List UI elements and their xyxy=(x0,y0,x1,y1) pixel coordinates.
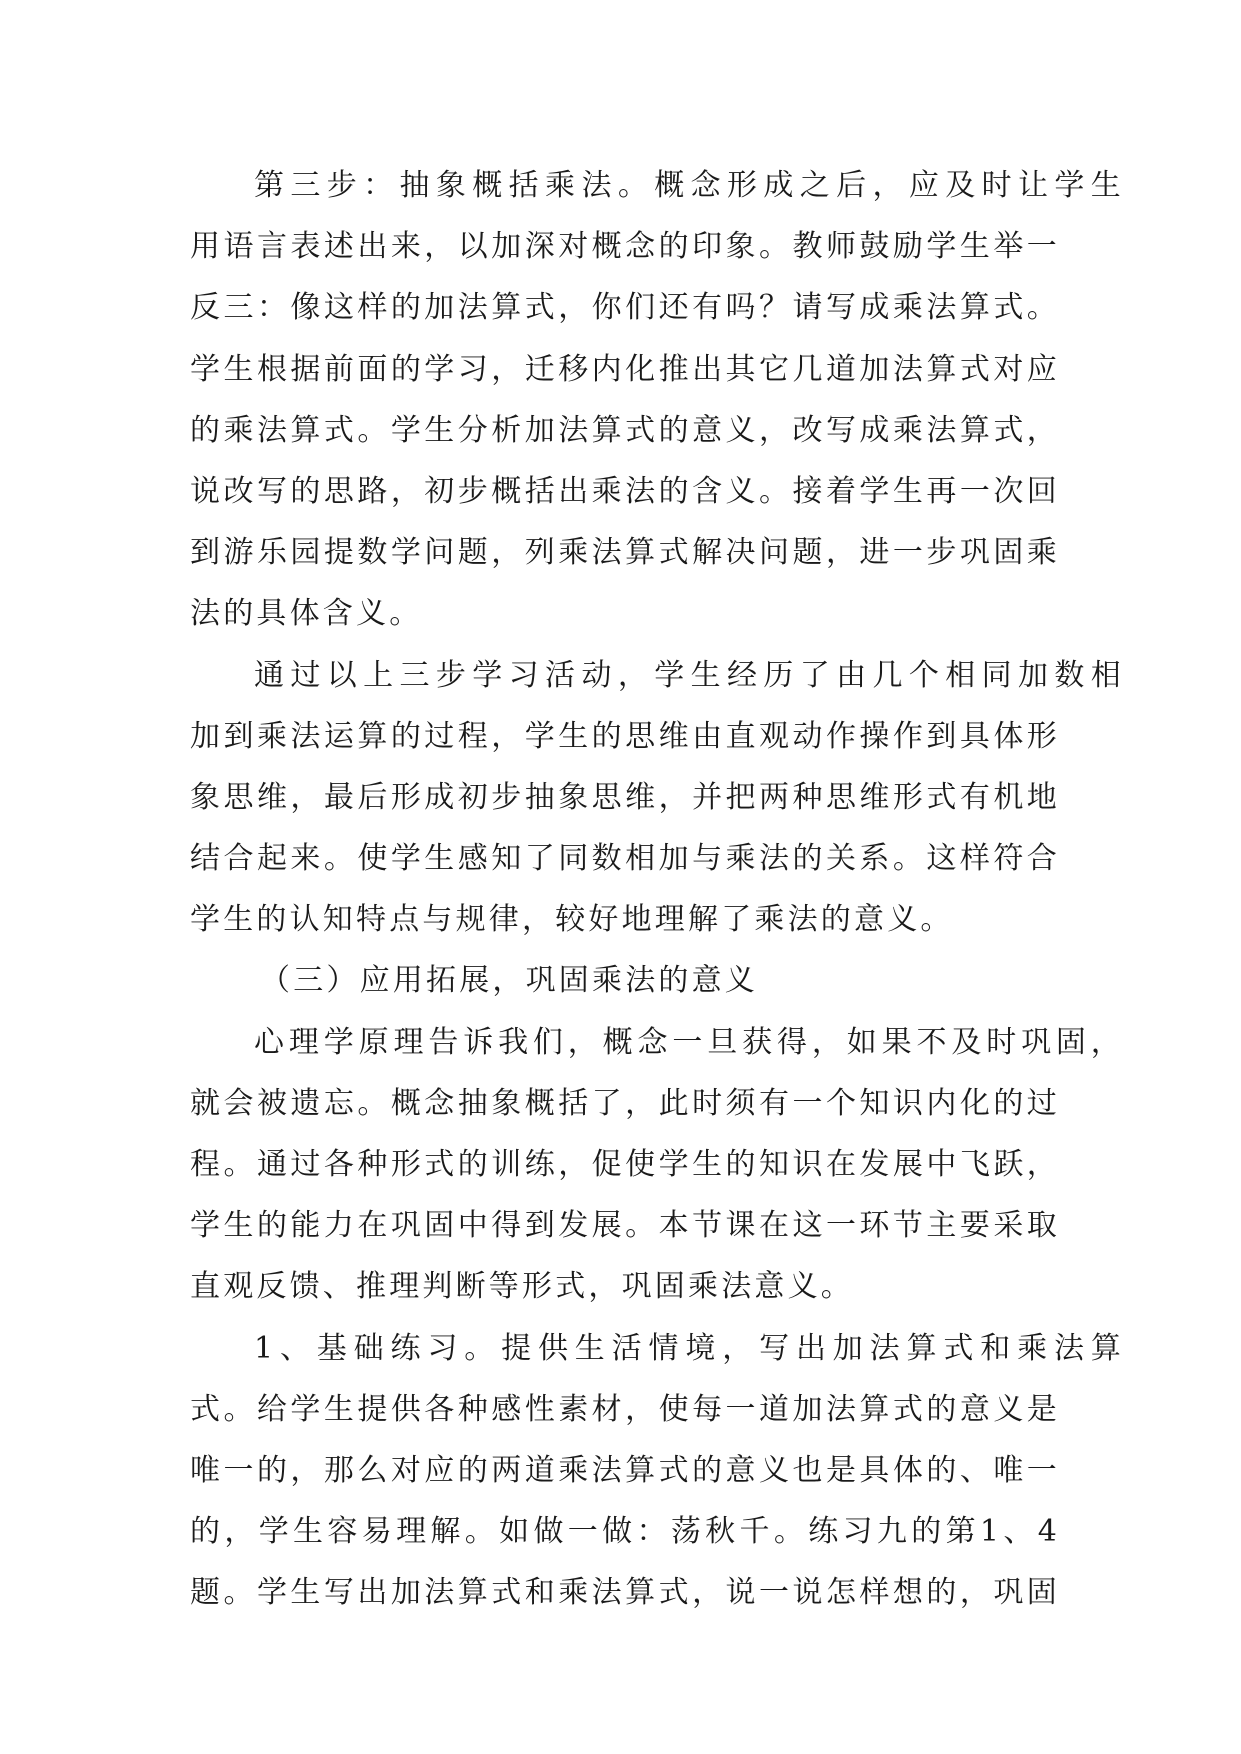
section-heading: （三）应用拓展，巩固乘法的意义 xyxy=(260,963,758,999)
paragraph-line: 学生的能力在巩固中得到发展。本节课在这一环节主要采取 xyxy=(190,1208,1060,1244)
paragraph-line: 的，学生容易理解。如做一做：荡秋千。练习九的第1、4 xyxy=(190,1514,1060,1550)
paragraph-line: 学生根据前面的学习，迁移内化推出其它几道加法算式对应 xyxy=(190,351,1060,387)
paragraph-line: 的乘法算式。学生分析加法算式的意义，改写成乘法算式， xyxy=(190,412,1060,448)
document-body xyxy=(190,155,1124,1624)
paragraph-line: 到游乐园提数学问题，列乘法算式解决问题，进一步巩固乘 xyxy=(190,535,1060,571)
paragraph-line: 唯一的，那么对应的两道乘法算式的意义也是具体的、唯一 xyxy=(190,1452,1060,1488)
paragraph-line: 象思维，最后形成初步抽象思维，并把两种思维形式有机地 xyxy=(190,779,1060,815)
paragraph-line: 题。学生写出加法算式和乘法算式，说一说怎样想的，巩固 xyxy=(190,1575,1060,1611)
paragraph-line: 通过以上三步学习活动，学生经历了由几个相同加数相 xyxy=(254,657,1124,693)
paragraph-line: 1、基础练习。提供生活情境，写出加法算式和乘法算 xyxy=(254,1330,1124,1366)
paragraph-line: 直观反馈、推理判断等形式，巩固乘法意义。 xyxy=(190,1269,854,1305)
paragraph-line: 用语言表述出来，以加深对概念的印象。教师鼓励学生举一 xyxy=(190,229,1060,265)
paragraph-line: 结合起来。使学生感知了同数相加与乘法的关系。这样符合 xyxy=(190,841,1060,877)
paragraph-line: 式。给学生提供各种感性素材，使每一道加法算式的意义是 xyxy=(190,1391,1060,1427)
paragraph-line: 加到乘法运算的过程，学生的思维由直观动作操作到具体形 xyxy=(190,718,1060,754)
paragraph-line: 学生的认知特点与规律，较好地理解了乘法的意义。 xyxy=(190,902,954,938)
paragraph-line: 程。通过各种形式的训练，促使学生的知识在发展中飞跃， xyxy=(190,1147,1060,1182)
paragraph-line: 就会被遗忘。概念抽象概括了，此时须有一个知识内化的过 xyxy=(190,1085,1060,1121)
paragraph-line: 反三：像这样的加法算式，你们还有吗？请写成乘法算式。 xyxy=(190,290,1060,326)
paragraph-line: 法的具体含义。 xyxy=(190,596,423,632)
paragraph-line: 第三步：抽象概括乘法。概念形成之后，应及时让学生 xyxy=(254,168,1124,203)
paragraph-line: 说改写的思路，初步概括出乘法的含义。接着学生再一次回 xyxy=(190,473,1060,509)
paragraph-line: 心理学原理告诉我们，概念一旦获得，如果不及时巩固， xyxy=(254,1024,1124,1060)
